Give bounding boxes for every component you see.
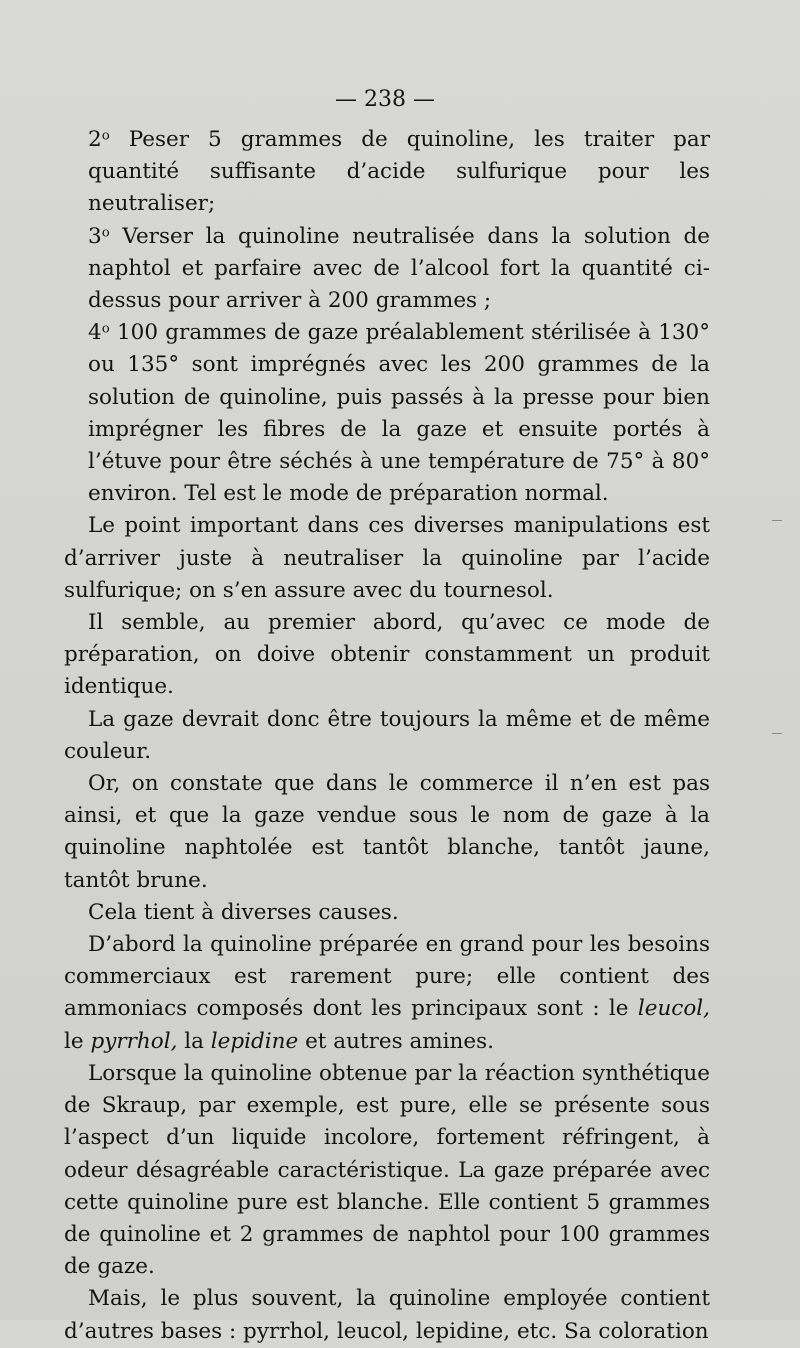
- paragraph-text: 100 grammes de gaze préalablement stérilisée à 130° ou 135° sont imprégnés avec les 200 grammes de la solution de quinoline, puis passés à la presse pour bien imprégner les fibres de la gaze et ensuite portés à l’étuve pour être séchés à une température de 75° à 80° environ. Tel est le mode de préparation normal.: [88, 320, 710, 507]
- paragraph-text: le: [64, 1028, 91, 1054]
- italic-term: pyrrhol,: [90, 1028, 178, 1054]
- paragraph-step-2: [64, 124, 710, 221]
- paragraph-step-3: [64, 221, 710, 318]
- margin-mark: [772, 733, 782, 734]
- step-number: 4: [88, 320, 102, 346]
- degree-mark: o: [101, 224, 110, 240]
- paragraph: Mais, le plus souvent, la quinoline employée contient d’autres bases : pyrrhol, leucol, lepidine, etc. Sa coloration: [64, 1286, 710, 1344]
- margin-mark: [772, 520, 782, 521]
- paragraph-text: D’abord la quinoline préparée en grand pour les besoins commerciaux est rarement pure; elle contient des ammoniacs composés dont les principaux sont : le: [64, 932, 710, 1022]
- italic-term: lepidine: [210, 1028, 299, 1054]
- paragraph-text: Peser 5 grammes de quinoline, les traiter par quantité suffisante d’acide sulfurique pour les neutraliser;: [88, 127, 710, 217]
- paragraph: La gaze devrait donc être toujours la même et de même couleur.: [64, 706, 710, 764]
- degree-mark: o: [101, 321, 110, 337]
- degree-mark: o: [101, 128, 110, 144]
- paragraph: Lorsque la quinoline obtenue par la réaction synthétique de Skraup, par exemple, est pure, elle se présente sous l’aspect d’un liquide incolore, fortement réfringent, à odeur désagréable caractéristique. La gaze préparée avec cette quinoline pure est blanche. Elle contient 5 grammes de quinoline et 2 grammes de naphtol pour 100 grammes de gaze.: [64, 1060, 710, 1280]
- paragraph-text: Verser la quinoline neutralisée dans la solution de naphtol et parfaire avec de l’alcool fort la quantité ci-dessus pour arriver à 200 grammes ;: [88, 223, 710, 314]
- paragraph: Or, on constate que dans le commerce il n’en est pas ainsi, et que la gaze vendue sous le nom de gaze à la quinoline naphtolée est tantôt blanche, tantôt jaune, tantôt brune.: [64, 771, 710, 893]
- page-body: [64, 124, 710, 1348]
- paragraph-impurities: [64, 929, 710, 1058]
- paragraph-text: la: [177, 1028, 211, 1054]
- paragraph: Le point important dans ces diverses manipulations est d’arriver juste à neutraliser la quinoline par l’acide sulfurique; on s’en assure avec du tournesol.: [64, 513, 710, 603]
- paragraph-text: et autres amines.: [298, 1028, 494, 1054]
- paragraph: Il semble, au premier abord, qu’avec ce mode de préparation, on doive obtenir constamment un produit identique.: [64, 610, 710, 700]
- page-number: — 238 —: [335, 87, 435, 112]
- italic-term: leucol,: [637, 996, 710, 1022]
- paragraph-step-4: [64, 317, 710, 510]
- paragraph: Cela tient à diverses causes.: [88, 899, 399, 925]
- step-number: 2: [88, 127, 102, 152]
- step-number: 3: [88, 223, 102, 249]
